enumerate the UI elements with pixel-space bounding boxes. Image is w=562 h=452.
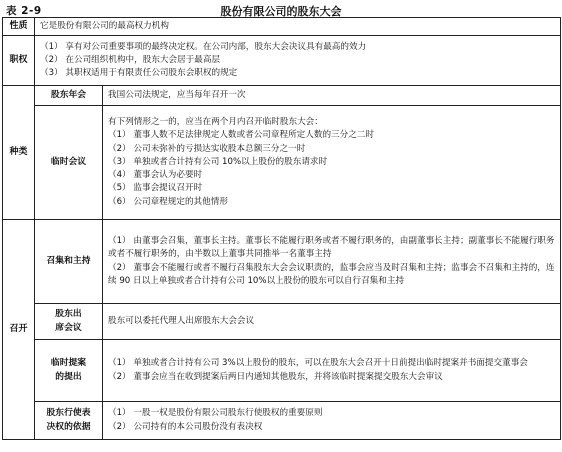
row-interim-meeting xyxy=(3,106,561,220)
proposal-label-line: 临时提案 xyxy=(50,358,87,369)
attendance-label xyxy=(35,304,103,340)
voting-label-line: 决权的依据 xyxy=(46,421,91,432)
row-convene-chair xyxy=(3,220,561,304)
row-voting xyxy=(3,402,561,440)
proposal-label xyxy=(35,340,103,402)
row-attendance xyxy=(3,304,561,340)
voting-label-line: 股东行使表 xyxy=(46,408,91,419)
interim-meeting-label: 临时会议 xyxy=(35,106,103,220)
title-row xyxy=(0,3,562,17)
table-number: 表 2-9 xyxy=(6,5,42,17)
proposal-content xyxy=(103,340,561,402)
attendance-text xyxy=(103,304,561,340)
annual-meeting-text xyxy=(103,86,561,106)
powers-item: （3） 其职权适用于有限责任公司股东会职权的规定 xyxy=(40,68,238,79)
table-title: 股份有限公司的股东大会 xyxy=(220,5,342,18)
row-annual-meeting xyxy=(3,86,561,106)
powers-item: （1） 享有对公司重要事项的最终决定权。在公司内部，股东大会决议具有最高的效力 xyxy=(40,41,367,52)
voting-label xyxy=(35,402,103,440)
chair-item-1: （1） 由董事会召集，董事长主持。董事长不能履行职务或者不履行职务的，由副董事长主持；副董事长不能履行职务或者不履行职务的，由半数以上董事共同推举一名董事主持 xyxy=(108,236,555,260)
row-powers xyxy=(3,36,561,86)
convening-label: 召开 xyxy=(3,220,35,440)
proposal-label-line: 的提出 xyxy=(55,371,82,382)
voting-item-1: （1） 一股一权是股份有限公司股东行使股权的重要原则 xyxy=(108,408,323,419)
interim-item: （2） 公司未弥补的亏损达实收股本总额三分之一时 xyxy=(108,143,306,154)
proposal-item-1: （1） 单独或者合计持有公司 3%以上股份的股东，可以在股东大会召开十日前提出临时提案并书面提交董事会 xyxy=(108,358,528,369)
powers-content xyxy=(35,36,561,86)
shareholders-meeting-table xyxy=(2,17,561,440)
proposal-item-2: （2） 董事会应当在收到提案后两日内通知其他股东，并将该临时提案提交股东大会审议 xyxy=(108,371,443,382)
voting-item-2: （2） 公司持有的本公司股份没有表决权 xyxy=(108,421,263,432)
types-label: 种类 xyxy=(3,86,35,220)
interim-item: （1） 董事人数不足法律规定人数或者公司章程所定人数的三分之二时 xyxy=(108,130,375,141)
powers-item: （2） 在公司组织机构中，股东大会居于最高层 xyxy=(40,54,221,65)
attendance-label-line: 席会议 xyxy=(55,322,82,333)
row-nature xyxy=(3,18,561,36)
interim-meeting-content xyxy=(103,106,561,220)
attendance-line: 股东可以委托代理人出席股东大会会议 xyxy=(108,315,255,326)
nature-text-line: 它是股份有限公司的最高权力机构 xyxy=(40,20,169,31)
interim-intro: 有下列情形之一的，应当在两个月内召开临时股东大会： xyxy=(108,117,323,128)
nature-label: 性质 xyxy=(3,18,35,36)
interim-item: （4） 董事会认为必要时 xyxy=(108,170,203,181)
chair-item-2: （2） 董事会不能履行或者不履行召集股东大会会议职责的，监事会应当及时召集和主持；监事会不召集和主持的，连续 90 日以上单独或者合计持有公司 10%以上股份的股东可以自行召集和主持 xyxy=(108,262,555,286)
voting-content xyxy=(103,402,561,440)
powers-label: 职权 xyxy=(3,36,35,86)
chair-content xyxy=(103,220,561,304)
annual-meeting-line: 我国公司法规定，应当每年召开一次 xyxy=(108,89,246,100)
interim-item: （3） 单独或者合计持有公司 10%以上股份的股东请求时 xyxy=(108,156,328,167)
nature-text xyxy=(35,18,561,36)
interim-item: （5） 监事会提议召开时 xyxy=(108,183,203,194)
row-proposal xyxy=(3,340,561,402)
interim-item: （6） 公司章程规定的其他情形 xyxy=(108,196,228,207)
attendance-label-line: 股东出 xyxy=(55,309,82,320)
chair-label: 召集和主持 xyxy=(35,220,103,304)
annual-meeting-label: 股东年会 xyxy=(35,86,103,106)
